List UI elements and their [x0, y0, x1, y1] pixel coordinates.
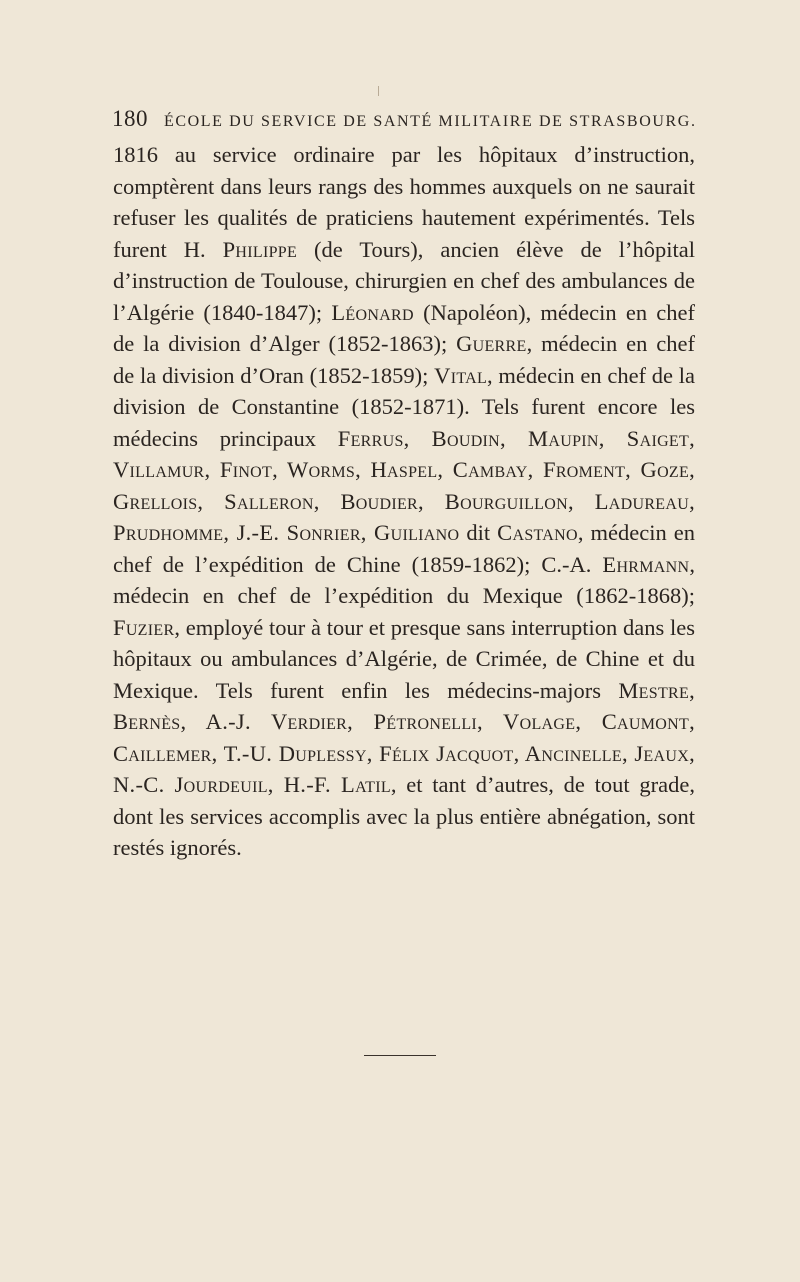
- surname-vital: Vital: [434, 362, 488, 388]
- surname-fuzier: Fuzier: [113, 614, 175, 640]
- paragraph: [113, 139, 695, 864]
- surname-philippe: Philippe: [222, 236, 298, 262]
- running-header: [112, 106, 712, 136]
- text-segment: dit: [459, 520, 498, 545]
- text-segment: 1816 au service ordinaire par les hôpitaux d’instruction, comptèrent dans leurs rangs des hommes auxquels on ne saurait refuser les qualités de praticiens hautement expérimentés. Tels furent H.: [113, 142, 695, 262]
- surname-guerre: Guerre: [456, 331, 527, 356]
- body-text: [113, 139, 696, 860]
- text-segment: (de Tours), ancien élève de l’hôpital d’instruction de Toulouse, chirurgien en chef des ambulances de l’Algérie (1840-1847);: [113, 236, 695, 325]
- surname-ehrmann: Ehrmann: [602, 551, 690, 577]
- text-segment: , médecin en chef de la division d’Oran (1852-1859);: [113, 331, 695, 388]
- text-segment: , et tant d’autres, de tout grade, dont les services accomplis avec la plus entière abnégation, sont restés ignorés.: [113, 772, 695, 860]
- text-segment: , médecin en chef de l’expédition de Chine (1859-1862); C.-A.: [113, 520, 695, 577]
- text-segment: , médecin en chef de l’expédition du Mexique (1862-1868);: [113, 551, 695, 608]
- text-segment: , employé tour à tour et presque sans interruption dans les hôpitaux ou ambulances d’Algérie, de Crimée, de Chine et du Mexique. Tels furent enfin les médecins-majors: [113, 614, 695, 703]
- surname-castano: Castano: [497, 520, 578, 545]
- surname-list-majors: Mestre, Bernès, A.-J. Verdier, Pétronelli, Volage, Caumont, Caillemer, T.-U. Duplessy, Félix Jacquot, Ancinelle, Jeaux, N.-C. Jourdeuil, H.-F. Latil: [113, 677, 695, 797]
- section-divider: [364, 1055, 436, 1056]
- text-segment: (Napoléon), médecin en chef de la division d’Alger (1852-1863);: [113, 299, 695, 356]
- surname-list-principaux: Ferrus, Boudin, Maupin, Saiget, Villamur, Finot, Worms, Haspel, Cambay, Froment, Goze, Grellois, Salleron, Boudier, Bourguillon, Ladureau, Prudhomme, J.-E. Sonrier, Guiliano: [113, 425, 695, 545]
- surname-leonard: Léonard: [331, 299, 414, 325]
- page-number: 180: [112, 106, 148, 131]
- running-title: ÉCOLE DU SERVICE DE SANTÉ MILITAIRE DE STRASBOURG.: [164, 113, 697, 130]
- text-segment: , médecin en chef de la division de Constantine (1852-1871). Tels furent encore les médecins principaux: [113, 362, 696, 451]
- paper-mark: [378, 86, 379, 96]
